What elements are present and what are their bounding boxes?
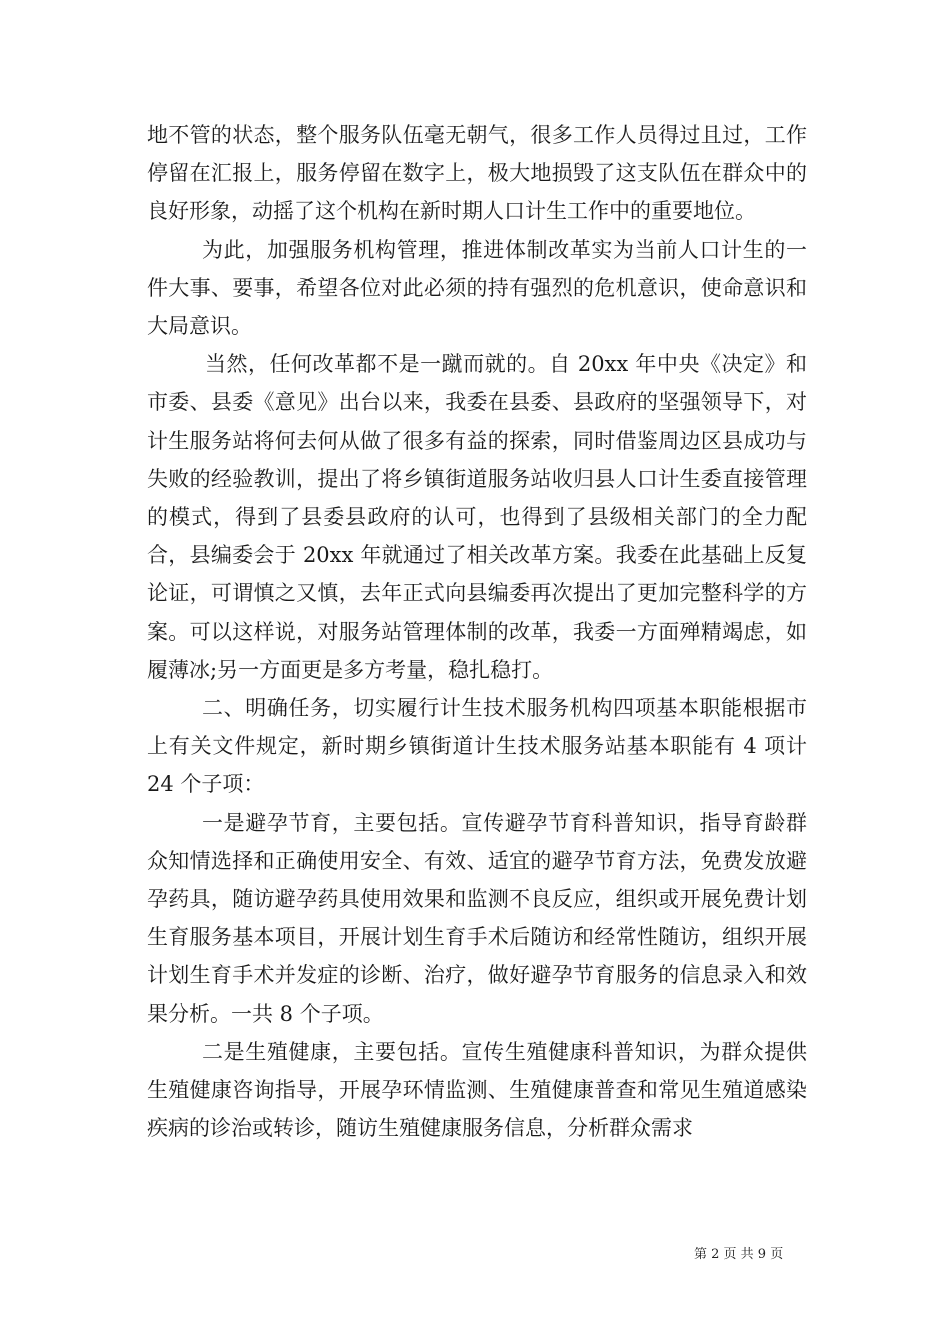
paragraph-3: 当然，任何改革都不是一蹴而就的。自 20xx 年中央《决定》和市委、县委《意见》出台以来，我委在县委、县政府的坚强领导下，对计生服务站将何去何从做了很多有益的探索，同时借鉴周边区县成功与失败的经验教训，提出了将乡镇街道服务站收归县人口计生委直接管理的模式，得到了县委县政府的认可，也得到了县级相关部门的全力配合，县编委会于 20xx 年就通过了相关改革方案。我委在此基础上反复论证，可谓慎之又慎，去年正式向县编委再次提出了更加完整科学的方案。可以这样说，对服务站管理体制的改革，我委一方面殚精竭虑，如履薄冰;另一方面更是多方考量，稳扎稳打。 [147, 352, 807, 682]
paragraph-1: 地不管的状态，整个服务队伍毫无朝气，很多工作人员得过且过，工作停留在汇报上，服务停留在数字上，极大地损毁了这支队伍在群众中的良好形象，动摇了这个机构在新时期人口计生工作中的重要地位。 [147, 123, 807, 224]
paragraph-6: 二是生殖健康，主要包括。宣传生殖健康科普知识，为群众提供生殖健康咨询指导，开展孕环情监测、生殖健康普查和常见生殖道感染疾病的诊治或转诊，随访生殖健康服务信息，分析群众需求 [147, 1039, 807, 1141]
page-number-footer: 第 2 页 共 9 页 [694, 1247, 784, 1262]
paragraph-4: 二、明确任务，切实履行计生技术服务机构四项基本职能根据市上有关文件规定，新时期乡镇街道计生技术服务站基本职能有 4 项计 24 个子项： [147, 696, 807, 797]
document-body [147, 116, 807, 1147]
paragraph-2: 为此，加强服务机构管理，推进体制改革实为当前人口计生的一件大事、要事，希望各位对此必须的持有强烈的危机意识，使命意识和大局意识。 [147, 237, 807, 339]
paragraph-5: 一是避孕节育，主要包括。宣传避孕节育科普知识，指导育龄群众知情选择和正确使用安全、有效、适宜的避孕节育方法，免费发放避孕药具，随访避孕药具使用效果和监测不良反应，组织或开展免费计划生育服务基本项目，开展计划生育手术后随访和经常性随访，组织开展计划生育手术并发症的诊断、治疗，做好避孕节育服务的信息录入和效果分析。一共 8 个子项。 [147, 810, 807, 1026]
